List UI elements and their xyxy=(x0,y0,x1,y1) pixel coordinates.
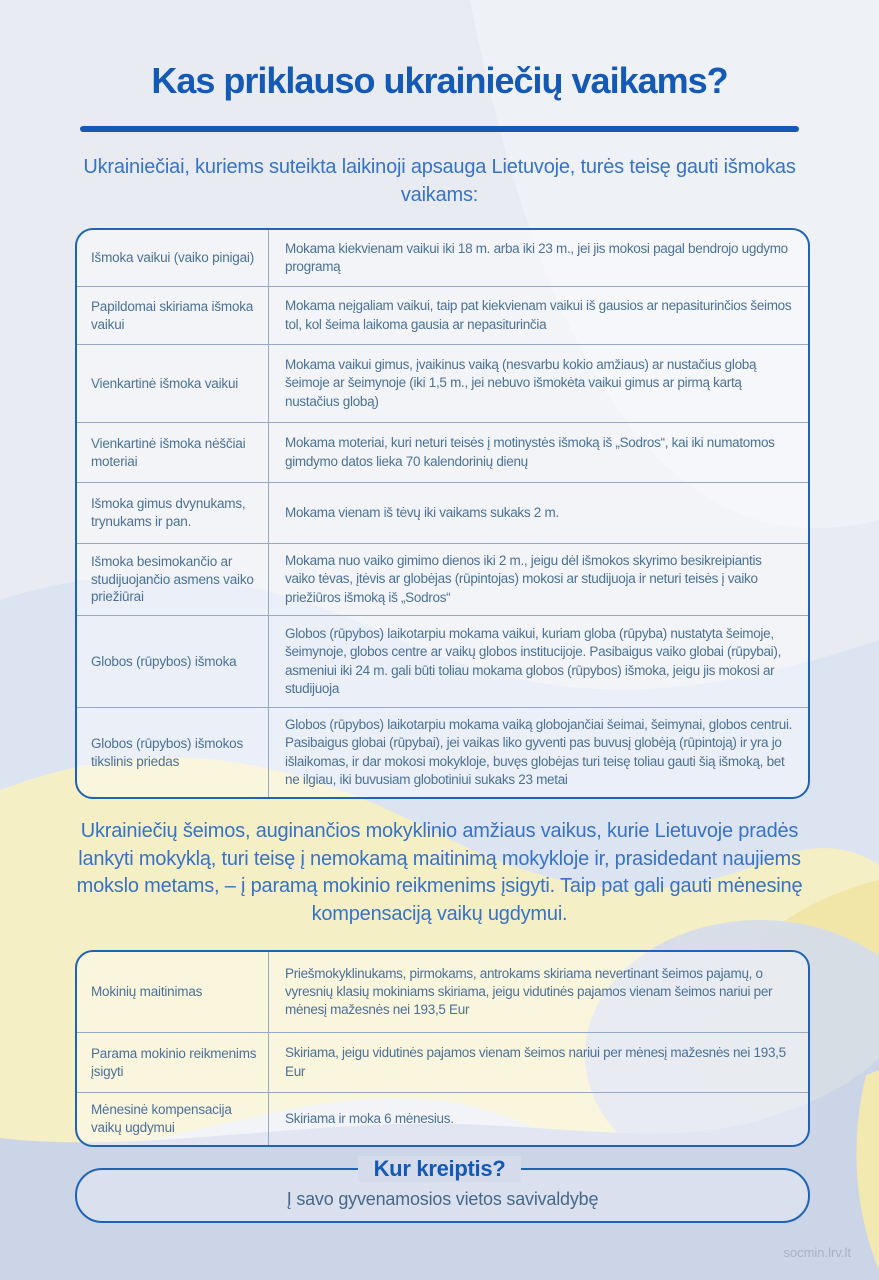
support-label: Mėnesinė kompensacija vaikų ugdymui xyxy=(77,1093,269,1145)
benefits-table xyxy=(75,228,810,799)
page-title: Kas priklauso ukrainiečių vaikams? xyxy=(151,60,728,101)
support-label: Parama mokinio reikmenims įsigyti xyxy=(77,1033,269,1092)
table-row xyxy=(77,286,808,344)
table-row xyxy=(77,543,808,615)
table-row xyxy=(77,422,808,482)
benefit-description: Mokama vienam iš tėvų iki vaikams sukaks 2 m. xyxy=(285,504,559,520)
benefit-description: Mokama nuo vaiko gimimo dienos iki 2 m., jeigu dėl išmokos skyrimo besikreipiantis vaiko tėvas, įtėvis ar globėjas (rūpintojas) mokosi ar studijuoja ir neturi teisės į vaiko priežiūros išmoką iš „Sodros“ xyxy=(285,553,762,605)
footer-website: socmin.lrv.lt xyxy=(783,1245,851,1260)
benefit-description: Mokama kiekvienam vaikui iki 18 m. arba iki 23 m., jei jis mokosi pagal bendrojo ugdymo programą xyxy=(285,240,788,274)
support-label: Mokinių maitinimas xyxy=(77,952,269,1032)
table-row xyxy=(77,230,808,286)
school-support-table xyxy=(75,950,810,1147)
benefit-description: Mokama neįgaliam vaikui, taip pat kiekvienam vaikui iš gausios ar nepasiturinčios šeimos tol, kol šeima laikoma gausia ar nepasiturinčia xyxy=(285,298,792,332)
benefit-description: Globos (rūpybos) laikotarpiu mokama vaikui, kuriam globa (rūpyba) nustatyta šeimoje, šeimynoje, globos centre ar vaikų globos institucijoje. Pasibaigus vaiko globai (rūpybai), asmeniui iki 24 m. gali būti toliau mokama globos (rūpybos) išmoka, jeigu jis mokosi ar studijuoja xyxy=(285,626,782,696)
title-underline xyxy=(80,126,799,132)
benefit-label: Globos (rūpybos) išmoka xyxy=(77,616,269,707)
school-paragraph: Ukrainiečių šeimos, auginančios mokyklinio amžiaus vaikus, kurie Lietuvoje pradės lankyti mokyklą, turi teisę į nemokamą maitinimą mokykloje ir, prasidedant naujiems mokslo metams, – į paramą mokinio reikmenims įsigyti. Taip pat gali gauti mėnesinę kompensaciją vaikų ugdymui. xyxy=(76,820,803,925)
table-row xyxy=(77,1092,808,1145)
table-row xyxy=(77,707,808,797)
support-description: Skiriama ir moka 6 mėnesius. xyxy=(285,1110,454,1126)
benefit-label: Vienkartinė išmoka vaikui xyxy=(77,345,269,422)
benefit-label: Papildomai skiriama išmoka vaikui xyxy=(77,287,269,344)
benefit-description: Mokama vaikui gimus, įvaikinus vaiką (nesvarbu kokio amžiaus) ar nustačius globą šeimoje ar šeimynoje (iki 1,5 m., jei nebuvo išmokėta vaikui gimus ar pirmą kartą nustačius globą) xyxy=(285,357,757,409)
contact-heading-label: Kur kreiptis? xyxy=(358,1156,522,1182)
table-row xyxy=(77,1032,808,1092)
benefit-label: Globos (rūpybos) išmokos tikslinis priedas xyxy=(77,708,269,797)
contact-heading xyxy=(0,1156,879,1182)
table-row xyxy=(77,952,808,1032)
benefit-label: Vienkartinė išmoka nėščiai moteriai xyxy=(77,423,269,482)
table-row xyxy=(77,482,808,543)
intro-text: Ukrainiečiai, kuriems suteikta laikinoji apsauga Lietuvoje, turės teisę gauti išmokas vaikams: xyxy=(83,156,796,206)
support-description: Priešmokyklinukams, pirmokams, antrokams skiriama nevertinant šeimos pajamų, o vyresnių klasių mokiniams skiriama, jeigu vidutinės pajamos vienam šeimos nariui per mėnesį mažesnės nei 193,5 Eur xyxy=(285,965,773,1018)
benefit-description: Globos (rūpybos) laikotarpiu mokama vaiką globojančiai šeimai, šeimynai, globos centrui. Pasibaigus globai (rūpybai), jei vaikas liko gyventi pas buvusį globėją (rūpintoją) ir yra jo išlaikomas, ir dar mokosi mokykloje, buvęs globėjas turi teisę toliau gauti šią išmoką, bet ne ilgiau, iki buvusiam globotiniui sukaks 23 metai xyxy=(285,717,793,787)
support-description: Skiriama, jeigu vidutinės pajamos vienam šeimos nariui per mėnesį mažesnės nei 193,5 Eur xyxy=(285,1045,786,1079)
benefit-label: Išmoka besimokančio ar studijuojančio asmens vaiko priežiūrai xyxy=(77,544,269,615)
benefit-label: Išmoka vaikui (vaiko pinigai) xyxy=(77,230,269,286)
table-row xyxy=(77,344,808,422)
contact-text: Į savo gyvenamosios vietos savivaldybę xyxy=(286,1189,599,1209)
benefit-label: Išmoka gimus dvynukams, trynukams ir pan. xyxy=(77,483,269,543)
benefit-description: Mokama moteriai, kuri neturi teisės į motinystės išmoką iš „Sodros“, kai iki numatomos gimdymo datos lieka 70 kalendorinių dienų xyxy=(285,435,775,469)
table-row xyxy=(77,615,808,707)
